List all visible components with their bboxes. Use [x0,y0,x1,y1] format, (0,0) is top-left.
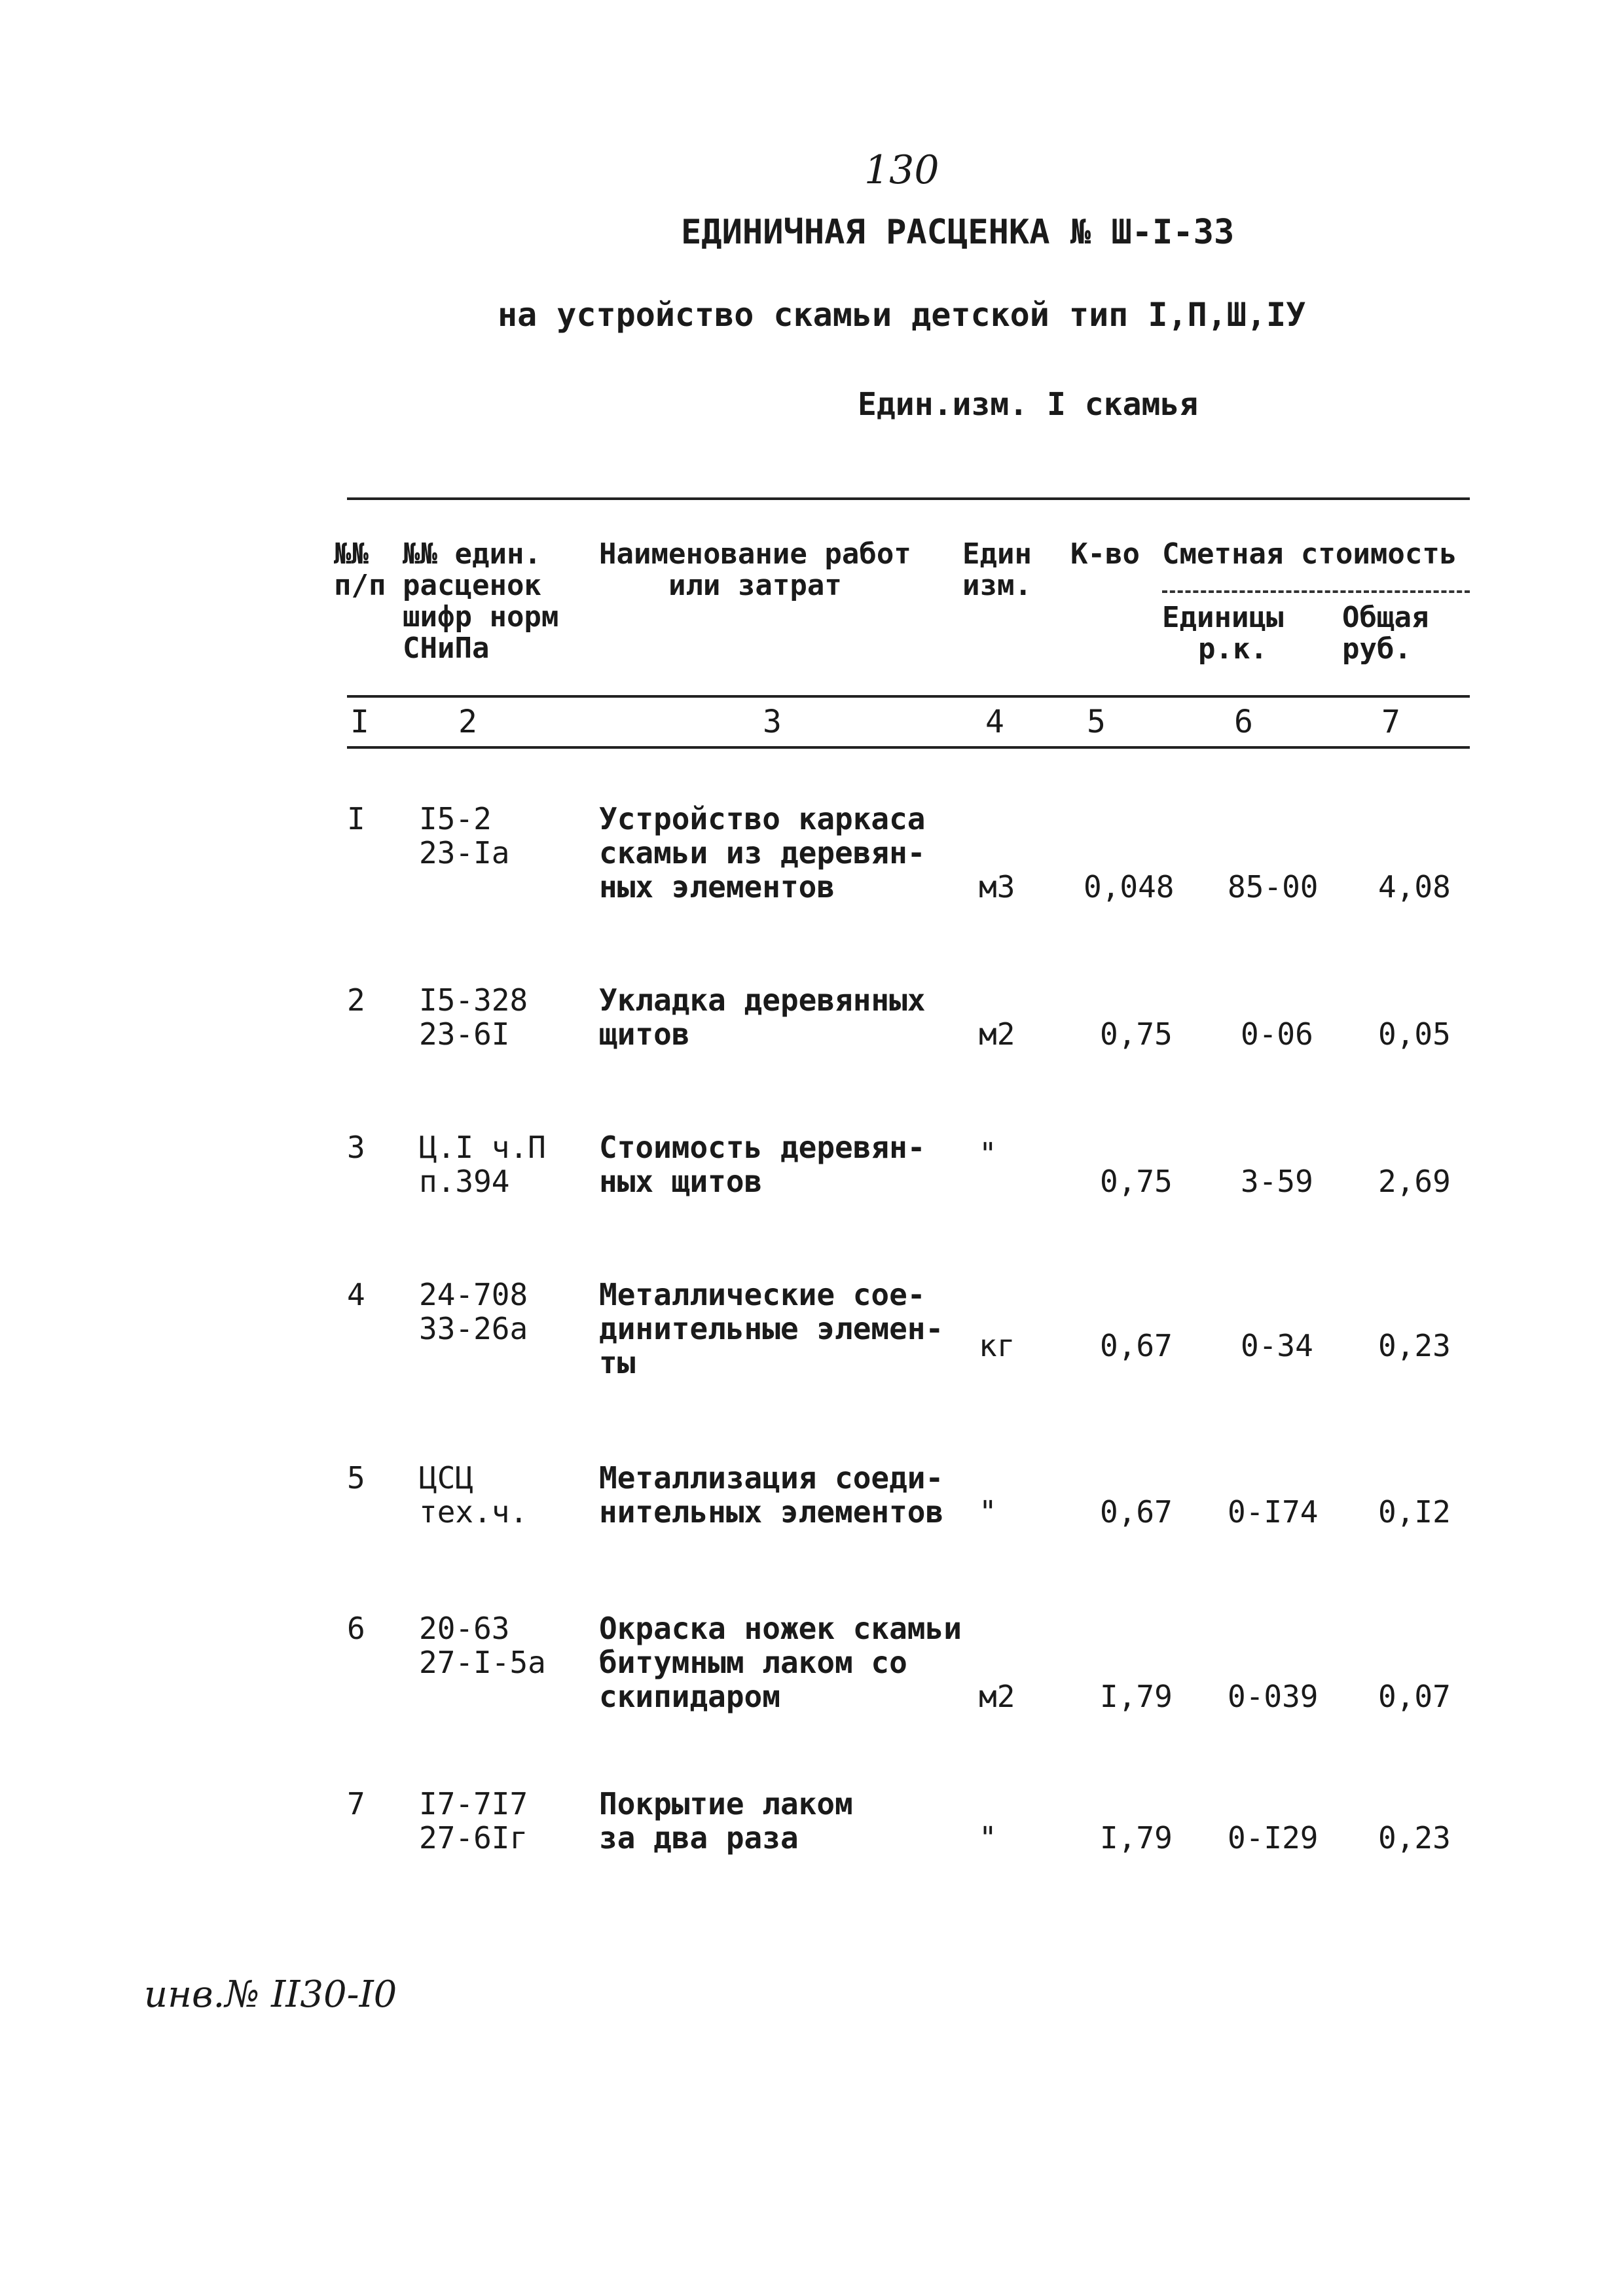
unit-cost: 0-34 [1241,1328,1313,1363]
quantity: 0,75 [1100,1164,1173,1199]
column-number: 2 [458,704,477,740]
header-quantity: К-во [1070,537,1140,571]
norm-code: Ц.I ч.П п.394 [419,1130,546,1199]
header-unit: Един изм. [962,537,1032,602]
unit: м3 [979,869,1015,905]
norm-code: 20-63 27-I-5а [419,1611,546,1680]
work-name: Окраска ножек скамьи битумным лаком со скипидаром [599,1611,962,1714]
work-name: Покрытие лаком за два раза [599,1786,853,1856]
unit-cost: 0-I74 [1228,1494,1319,1530]
total-cost: 0,23 [1378,1820,1451,1856]
unit-cost: 0-06 [1241,1016,1313,1052]
quantity: I,79 [1100,1679,1173,1714]
norm-code: I7-7I7 27-6Iг [419,1786,528,1856]
quantity: 0,75 [1100,1016,1173,1052]
header-estimated-cost: Сметная стоимость [1162,537,1457,571]
total-cost: 0,I2 [1378,1494,1451,1530]
header-unit-cost: Единицы р.к. [1162,601,1284,666]
row-number: 4 [347,1277,365,1312]
quantity: 0,67 [1100,1494,1173,1530]
work-name: Укладка деревянных щитов [599,982,926,1052]
document-subtitle: на устройство скамьи детской тип I,П,Ш,IУ [498,296,1306,334]
total-cost: 2,69 [1378,1164,1451,1199]
column-number: 7 [1381,704,1400,740]
header-rule [347,695,1470,698]
column-number: 6 [1234,704,1253,740]
unit-cost: 0-039 [1228,1679,1319,1714]
total-cost: 0,05 [1378,1016,1451,1052]
column-number: 5 [1087,704,1106,740]
header-work-name: Наименование работ или затрат [599,537,911,602]
work-name: Стоимость деревян- ных щитов [599,1130,926,1199]
total-cost: 0,23 [1378,1328,1451,1363]
norm-code: ЦСЦ тех.ч. [419,1460,528,1530]
unit: " [979,1494,997,1530]
norm-code: I5-328 23-6I [419,982,528,1052]
work-name: Устройство каркаса скамьи из деревян- ных элементов [599,801,926,905]
unit: кг [979,1328,1015,1363]
total-cost: 0,07 [1378,1679,1451,1714]
column-number: I [350,704,369,740]
norm-code: I5-2 23-Iа [419,801,510,870]
unit-of-measure: Един.изм. I скамья [858,386,1199,423]
column-number: 4 [985,704,1004,740]
row-number: 2 [347,982,365,1018]
header-total-cost: Общая руб. [1342,601,1429,666]
unit: м2 [979,1679,1015,1714]
quantity: 0,67 [1100,1328,1173,1363]
header-row-number: №№ п/п [334,537,386,602]
document-title: ЕДИНИЧНАЯ РАСЦЕНКА № Ш-I-33 [681,213,1235,252]
unit-cost: 85-00 [1228,869,1319,905]
inventory-number: инв.№ II30-I0 [144,1973,397,2016]
header-norm-code: №№ един. расценок шифр норм СНиПа [403,537,559,665]
unit-cost: 0-I29 [1228,1820,1319,1856]
quantity: 0,048 [1084,869,1175,905]
page-number: 130 [864,147,939,193]
row-number: 3 [347,1130,365,1165]
norm-code: 24-708 33-26а [419,1277,528,1346]
row-number: 7 [347,1786,365,1821]
column-number: 3 [763,704,782,740]
row-number: 6 [347,1611,365,1646]
total-cost: 4,08 [1378,869,1451,905]
unit: м2 [979,1016,1015,1052]
column-number-rule [347,746,1470,749]
unit-cost: 3-59 [1241,1164,1313,1199]
row-number: 5 [347,1460,365,1496]
unit: " [979,1136,997,1172]
quantity: I,79 [1100,1820,1173,1856]
work-name: Металлические сое- динительные элемен- ты [599,1277,944,1380]
cost-group-divider [1162,590,1470,593]
unit: " [979,1820,997,1856]
row-number: I [347,801,365,836]
work-name: Металлизация соеди- нительных элементов [599,1460,944,1530]
table-top-rule [347,497,1470,500]
